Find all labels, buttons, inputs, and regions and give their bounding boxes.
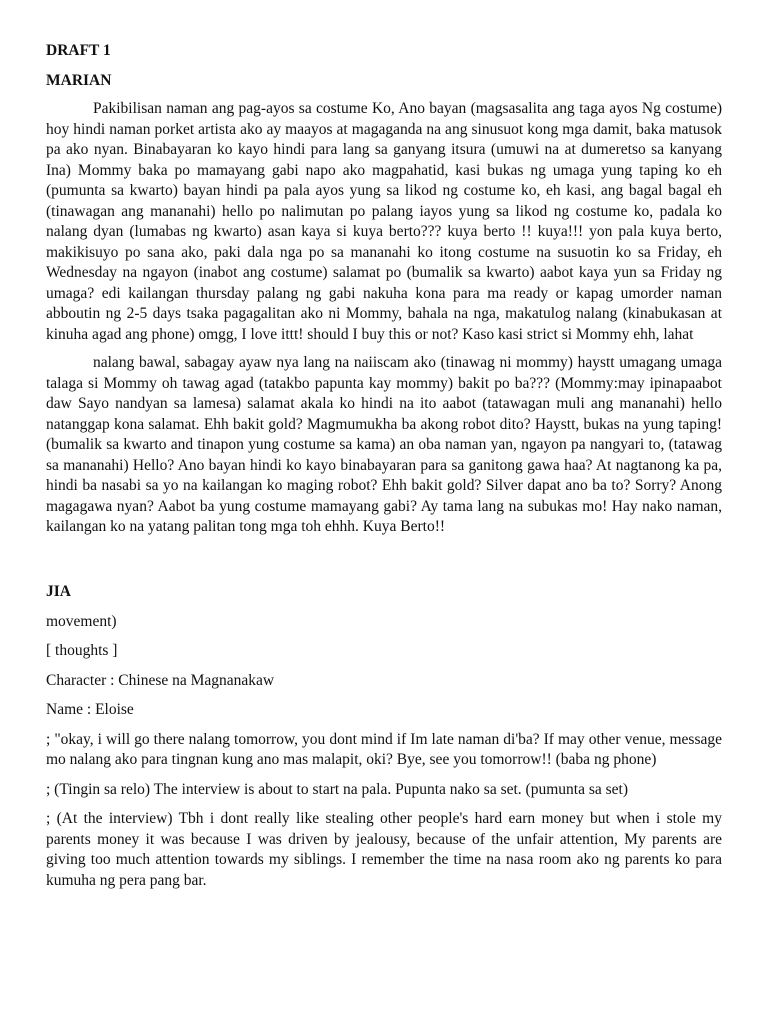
section-heading-marian: MARIAN — [46, 72, 112, 89]
jia-line-character: Character : Chinese na Magnanakaw — [46, 671, 275, 689]
marian-paragraph-2: nalang bawal, sabagay ayaw nya lang na naiiscam ako (tinawag ni mommy) haystt umagang umaga talaga si Mommy oh tawag agad (tatakbo papunta kay mommy) bakit po ba??? (Mommy:may ipinapaabot daw Sayo nandyan sa lamesa) salamat akala ko hindi na ito aabot (tatawagan muli ang mananahi) hello natanggap kona salamat. Ehh bakit gold? Magmumukha ba akong robot dito? Haystt, bukas na yung taping! (bumalik sa kwarto and tinapon yung costume sa kama) an oba naman yan, ngayon pa nangyari to, (tatawag sa mananahi) Hello? Ano bayan hindi ko kayo binabayaran para sa ganitong gawa haa? At nagtanong ka pa, hindi ba nasabi sa yo na kailangan ko maging robot? Ehh bakit gold? Silver dapat ano ba to? Sorry? Anong magagawa nyan? Aabot ba yung costume mamayang gabi? Ay tama lang na subukas mo! Hay nako naman, kailangan ko na yatang palitan tong mga toh ehhh. Kuya Berto!! — [46, 354, 722, 535]
jia-line-name: Name : Eloise — [46, 701, 134, 718]
jia-line-movement: movement) — [46, 612, 117, 630]
marian-paragraph-1: Pakibilisan naman ang pag-ayos sa costume Ko, Ano bayan (magsasalita ang taga ayos Ng costume) hoy hindi naman porket artista ako ay maayos at magaganda na ang sinusuot kong mga damit, baka matusok pa ako nyan. Binabayaran ko kayo hindi para lang sa ganyang itsura (umuwi na at dumeretso sa kanyang Ina) Mommy baka po mamayang gabi napo ako magpahatid, kasi bukas ng umaga yung taping ko eh (pumunta sa kwarto) bayan hindi pa pala ayos yung sa likod ng costume ko, eh kasi, ang bagal bagal eh (tinawagan ang mananahi) hello po nalimutan po palang iayos yung sa likod ng costume ko, padala ko nalang dyan (lumabas ng kwarto) asan kaya si kuya berto??? kuya berto !! kuya!!! yon pala kuya berto, makikisuyo po sana ako, paki dala nga po sa mananahi ko itong costume na susuotin ko sa Friday, eh Wednesday na ngayon (inabot ang costume) salamat po (bumalik sa kwarto) aabot kaya yun sa Friday ng umaga? edi kailangan thursday palang ng gabi nakuha kona para ma ready or kapag umorder naman abboutin ng 2-5 days tsaka pagagalitan ako ni Mommy, bahala na nga, makatulog nalang (kinabukasan at kinuha agad ang phone) omgg, I love ittt! should I buy this or not? Kaso kasi strict si Mommy ehh, lahat — [46, 100, 722, 343]
section-heading-jia: JIA — [46, 582, 71, 600]
jia-line-thoughts: [ thoughts ] — [46, 642, 118, 659]
jia-paragraph-3: ; (At the interview) Tbh i dont really like stealing other people's hard earn money but when i stole my parents money it was because I was driven by jealousy, because of the unfair attention, My parents are giving too much attention towards my siblings. I remember the time na nasa room ako ng parents ko para kumuha ng pera pang bar. — [46, 810, 722, 889]
jia-paragraph-1: ; "okay, i will go there nalang tomorrow, you dont mind if Im late naman di'ba? If may other venue, message mo nalang ako para tingnan kung ano mas malapit, oki? Bye, see you tomorrow!! (baba ng phone) — [46, 730, 722, 768]
draft-title: DRAFT 1 — [46, 42, 111, 59]
document-page — [46, 41, 722, 900]
jia-paragraph-2: ; (Tingin sa relo) The interview is about to start na pala. Pupunta nako sa set. (pumunta sa set) — [46, 780, 628, 798]
